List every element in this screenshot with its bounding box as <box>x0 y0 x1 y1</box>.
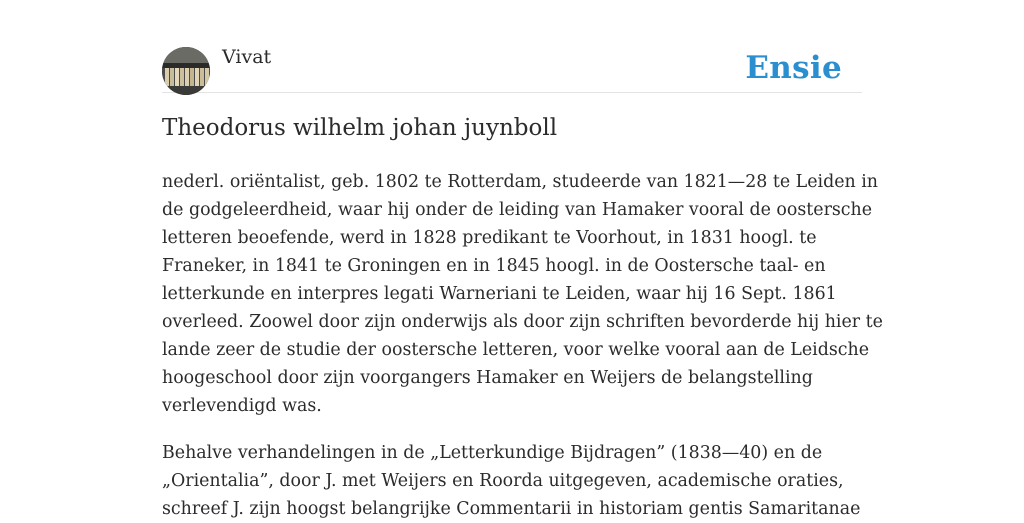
text-line: verlevendigd was. <box>162 396 322 416</box>
article-header <box>162 0 862 93</box>
text-line: overleed. Zoowel door zijn onderwijs als door zijn schriften bevorderde hij hier te <box>162 312 883 332</box>
book-spines-icon <box>162 47 210 95</box>
text-line: hoogeschool door zijn voorgangers Hamaker en Weijers de belangstelling <box>162 368 813 388</box>
article-page <box>162 0 883 519</box>
text-line: nederl. oriëntalist, geb. 1802 te Rotterdam, studeerde van 1821—28 te Leiden in <box>162 172 878 192</box>
article-title: Theodorus wilhelm johan juynboll <box>162 115 558 141</box>
text-line: letterkunde en interpres legati Warneriani te Leiden, waar hij 16 Sept. 1861 <box>162 284 837 304</box>
text-line: Behalve verhandelingen in de „Letterkundige Bijdragen” (1838—40) en de <box>162 443 823 463</box>
article-paragraph-1 <box>162 168 883 420</box>
text-line: schreef J. zijn hoogst belangrijke Commentarii in historiam gentis Samaritanae <box>162 499 861 519</box>
source-name[interactable]: Vivat <box>222 46 272 68</box>
text-line: Franeker, in 1841 te Groningen en in 1845 hoogl. in de Oostersche taal- en <box>162 256 826 276</box>
text-line: lande zeer de studie der oostersche letteren, voor welke vooral aan de Leidsche <box>162 340 869 360</box>
text-line: letteren beoefende, werd in 1828 predikant te Voorhout, in 1831 hoogl. te <box>162 228 817 248</box>
brand-logo[interactable]: Ensie <box>745 50 842 86</box>
text-line: de godgeleerdheid, waar hij onder de leiding van Hamaker vooral de oostersche <box>162 200 873 220</box>
article-paragraph-2 <box>162 439 862 523</box>
text-line: „Orientalia”, door J. met Weijers en Roorda uitgegeven, academische oraties, <box>162 471 844 491</box>
source-avatar[interactable] <box>162 47 210 95</box>
